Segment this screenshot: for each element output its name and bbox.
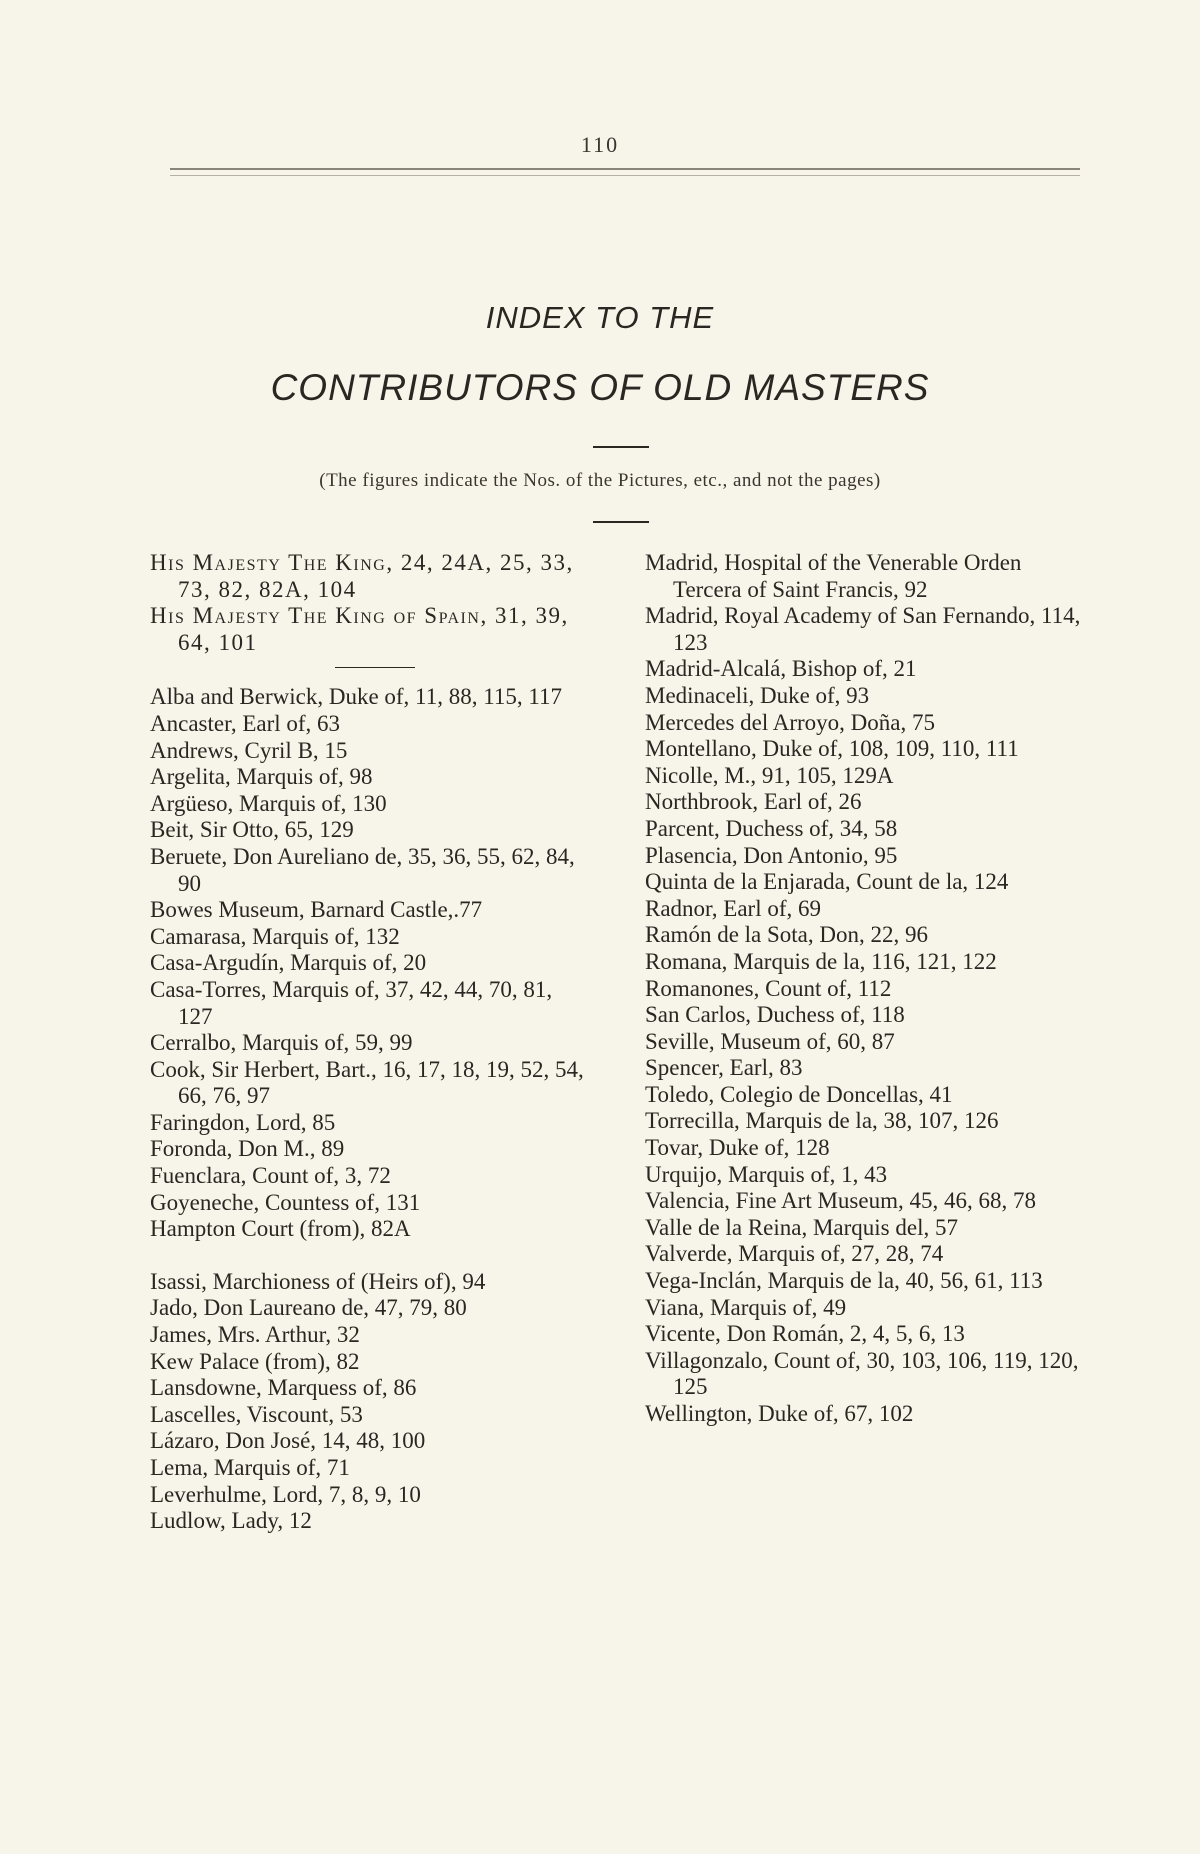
index-entry: Fuenclara, Count of, 3, 72 [150,1163,391,1189]
index-entry: Vega-Inclán, Marquis de la, 40, 56, 61, 113 [645,1268,1043,1294]
index-entry: Argelita, Marquis of, 98 [150,764,373,790]
index-entry: Romana, Marquis de la, 116, 121, 122 [645,948,997,974]
index-entry: Lema, Marquis of, 71 [150,1455,350,1480]
index-entry: Lascelles, Viscount, 53 [150,1401,363,1427]
index-entry: Alba and Berwick, Duke of, 11, 88, 115, 117 [150,684,563,710]
royal-divider [335,667,415,668]
index-entry: Cook, Sir Herbert, Bart., 16, 17, 18, 19, 52, 54, 66, 76, 97 [150,1056,584,1109]
index-entry: Ludlow, Lady, 12 [150,1508,312,1534]
index-entry: Argüeso, Marquis of, 130 [150,790,387,816]
index-entry: Torrecilla, Marquis de la, 38, 107, 126 [645,1108,999,1134]
index-entry: Mercedes del Arroyo, Doña, 75 [645,709,935,735]
index-entry: Valle de la Reina, Marquis del, 57 [645,1214,958,1240]
index-entry: Montellano, Duke of, 108, 109, 110, 111 [645,736,1019,762]
index-entry: Madrid, Hospital of the Venerable Orden Tercera of Saint Francis, 92 [645,550,1022,602]
index-entry: Villagonzalo, Count of, 30, 103, 106, 119, 120, 125 [645,1347,1079,1400]
index-column-right [645,550,1085,1428]
index-entry: Jado, Don Laureano de, 47, 79, 80 [150,1295,467,1321]
index-entry: Bowes Museum, Barnard Castle,.77 [150,897,483,923]
index-entry-royal: His Majesty The King of Spain, 31, 39, 64, 101 [150,603,569,655]
index-entry: Casa-Torres, Marquis of, 37, 42, 44, 70, 81, 127 [150,976,553,1029]
index-entry: Leverhulme, Lord, 7, 8, 9, 10 [150,1481,421,1507]
index-entry: Beruete, Don Aureliano de, 35, 36, 55, 62, 84, 90 [150,843,575,896]
index-entry: Romanones, Count of, 112 [645,975,892,1001]
title-divider [593,446,649,448]
index-entry: Beit, Sir Otto, 65, 129 [150,817,354,843]
index-entry: Plasencia, Don Antonio, 95 [645,842,898,868]
index-entry: Goyeneche, Countess of, 131 [150,1189,421,1215]
index-column-left [150,550,590,1535]
index-entry: Faringdon, Lord, 85 [150,1109,336,1135]
index-entry: Valverde, Marquis of, 27, 28, 74 [645,1241,944,1267]
index-entry: Hampton Court (from), 82A [150,1216,411,1242]
index-entry-royal: His Majesty The King, 24, 24A, 25, 33, 73, 82, 82A, 104 [150,550,574,602]
index-entry: Toledo, Colegio de Doncellas, 41 [645,1081,953,1107]
index-entry: Urquijo, Marquis of, 1, 43 [645,1161,888,1187]
index-note: (The figures indicate the Nos. of the Pictures, etc., and not the pages) [319,470,881,491]
index-entry: Seville, Museum of, 60, 87 [645,1028,895,1054]
index-entry: Ancaster, Earl of, 63 [150,710,341,736]
index-entry: Casa-Argudín, Marquis of, 20 [150,950,427,976]
index-entry: Cerralbo, Marquis of, 59, 99 [150,1030,413,1056]
index-entry: Nicolle, M., 91, 105, 129A [645,762,894,788]
index-entry: Quinta de la Enjarada, Count de la, 124 [645,869,1009,895]
index-entry: Kew Palace (from), 82 [150,1348,360,1374]
index-entry: Isassi, Marchioness of (Heirs of), 94 [150,1268,486,1294]
section-gap [150,1243,590,1269]
index-entry: Lansdowne, Marquess of, 86 [150,1375,417,1401]
index-entry: Viana, Marquis of, 49 [645,1294,847,1320]
index-entry: Lázaro, Don José, 14, 48, 100 [150,1428,426,1454]
page-number: 110 [580,132,620,157]
index-entry: Ramón de la Sota, Don, 22, 96 [645,922,928,948]
index-entry: Parcent, Duchess of, 34, 58 [645,815,898,841]
index-entry: Vicente, Don Román, 2, 4, 5, 6, 13 [645,1321,965,1347]
index-entry: Madrid, Royal Academy of San Fernando, 114, 123 [645,603,1081,655]
page-title-line2: CONTRIBUTORS OF OLD MASTERS [270,367,930,408]
index-list-m-w [645,550,1085,1428]
index-entry: Northbrook, Earl of, 26 [645,789,862,815]
header-rule [170,168,1080,170]
header-rule-thin [170,175,1080,176]
index-list-a-h [150,684,590,1242]
index-entry: Wellington, Duke of, 67, 102 [645,1401,914,1426]
index-entry: Tovar, Duke of, 128 [645,1135,830,1161]
index-entry: Madrid-Alcalá, Bishop of, 21 [645,656,917,682]
index-entry: Medinaceli, Duke of, 93 [645,682,870,708]
index-entry: Valencia, Fine Art Museum, 45, 46, 68, 78 [645,1188,1036,1214]
index-list-i-l [150,1269,590,1535]
index-entry: Andrews, Cyril B, 15 [150,737,348,763]
index-entry: Foronda, Don M., 89 [150,1136,345,1162]
page-title-line1: INDEX TO THE [485,300,715,335]
index-entry: Spencer, Earl, 83 [645,1055,803,1081]
index-entry: James, Mrs. Arthur, 32 [150,1322,360,1348]
index-entry: Camarasa, Marquis of, 132 [150,923,400,949]
index-entry: Radnor, Earl of, 69 [645,895,822,921]
index-entry: San Carlos, Duchess of, 118 [645,1002,905,1028]
note-divider [593,521,649,523]
